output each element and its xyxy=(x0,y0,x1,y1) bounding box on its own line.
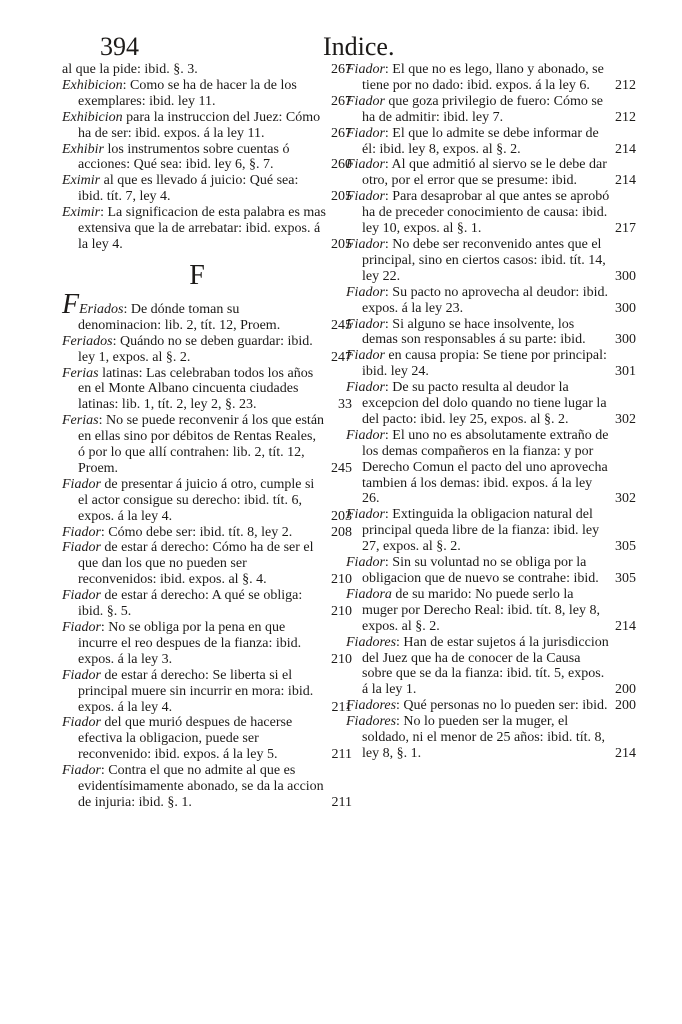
index-entry: Fiador: Extinguida la obligacion natural del principal queda libre de la fianza: ibid. ley 27, expos. al §. 2. 305 xyxy=(346,507,636,555)
index-entry: Fiador: No debe ser reconvenido antes que el principal, sino en ciertos casos: ibid. tít. 14, ley 22. 300 xyxy=(346,236,636,284)
index-entry: Exhibir los instrumentos sobre cuentas ó acciones: Qué sea: ibid. ley 6, §. 7. 260 xyxy=(62,141,352,173)
page-ref: 211 xyxy=(331,747,352,763)
index-entry: Fiador: No se obliga por la pena en que incurre el reo despues de la fianza: ibid. expos. á la ley 3. 210 xyxy=(62,620,352,667)
page-ref: 267 xyxy=(331,93,352,109)
index-entry: Fiador: Si alguno se hace insolvente, los demas son responsables á su parte: ibid. 300 xyxy=(346,316,636,348)
page-ref: 200 xyxy=(615,698,636,714)
index-entry: Ferias: No se puede reconvenir á los que están en ellas sino por débitos de Rentas Reales, ó por lo que allí contrahen: lib. 2, tít. 12, Proem. 245 xyxy=(62,413,352,476)
index-entry: Fiador: El que no es lego, llano y abonado, se tiene por no dado: ibid. expos. á la ley 6. 212 xyxy=(346,62,636,93)
index-entry: Fiadores: No lo pueden ser la muger, el soldado, ni el menor de 25 años: ibid. tít. 8, ley 8, §. 1. 214 xyxy=(346,714,636,761)
page-ref: 203 xyxy=(331,508,352,524)
page-ref: 212 xyxy=(615,77,636,93)
page-ref: 301 xyxy=(615,364,636,380)
index-entry: Fiadora de su marido: No puede serlo la muger por Derecho Real: ibid. tít. 8, ley 8, expos. al §. 2. 214 xyxy=(346,586,636,634)
index-entry: Fiador: Su pacto no aprovecha al deudor: ibid. expos. á la ley 23. 300 xyxy=(346,284,636,316)
page-ref: 305 xyxy=(615,539,636,555)
section-letter: F xyxy=(189,259,205,291)
page-ref: 211 xyxy=(331,699,352,715)
index-entry: Fiador de estar á derecho: A qué se obliga: ibid. §. 5. 210 xyxy=(62,588,352,620)
page-ref: 200 xyxy=(615,682,636,698)
page-ref: 210 xyxy=(331,604,352,620)
page-ref: 214 xyxy=(615,618,636,634)
index-entry: Fiador: El uno no es absolutamente extraño de los demas compañeros en la fianza: y por Derecho Comun el pacto del uno aprovecha tambien á los demas: ibid. expos. á la ley 26. 302 xyxy=(346,427,636,507)
page-ref: 211 xyxy=(331,794,352,810)
page-ref: 214 xyxy=(615,141,636,157)
index-entry: Fiador: Para desaprobar al que antes se aprobó ha de preceder conocimiento de causa: ibid. ley 10, expos. al §. 1. 217 xyxy=(346,189,636,237)
index-entry: Fiador del que murió despues de hacerse efectiva la obligacion, puede ser reconvenido: ibid. expos. á la ley 5. 211 xyxy=(62,715,352,763)
page-header xyxy=(0,30,682,66)
page-ref: 267 xyxy=(331,62,352,77)
index-entry: Fiador: El que lo admite se debe informar de él: ibid. ley 8, expos. al §. 2. 214 xyxy=(346,125,636,157)
page-ref: 245 xyxy=(331,317,352,333)
page-ref: 260 xyxy=(331,157,352,173)
index-entry: Fiadores: Han de estar sujetos á la jurisdiccion del Juez que ha de conocer de la Causa sobre que se da la fianza: ibid. tít. 5, expos. á la ley 1. 200 xyxy=(346,634,636,698)
index-entry: Fiador de estar á derecho: Cómo ha de ser el que dan los que no pueden ser reconvenidos: ibid. expos. al §. 4. 210 xyxy=(62,540,352,588)
page-ref: 300 xyxy=(615,300,636,316)
page-ref: 208 xyxy=(331,524,352,540)
index-entry: Fiador: Contra el que no admite al que es evidentísimamente abonado, se da la accion de injuria: ibid. §. 1. 211 xyxy=(62,763,352,810)
page-ref: 212 xyxy=(615,109,636,125)
page-ref: 217 xyxy=(615,221,636,237)
index-entry: Eximir: La significacion de esta palabra es mas extensiva que la de arrebatar: ibid. expos. á la ley 4. 205 xyxy=(62,205,352,252)
index-entry: FEriados: De dónde toman su denominacion: lib. 2, tít. 12, Proem. 245 xyxy=(62,288,352,333)
page-ref: 300 xyxy=(615,332,636,348)
index-entry: Fiador: Al que admitió al siervo se le debe dar otro, por el error que se presume: ibid. 214 xyxy=(346,157,636,189)
running-title: Indice. xyxy=(323,32,395,61)
index-entry: Fiador que goza privilegio de fuero: Cómo se ha de admitir: ibid. ley 7. 212 xyxy=(346,93,636,125)
page-ref: 214 xyxy=(615,745,636,761)
page-ref: 305 xyxy=(615,571,636,586)
page-ref: 245 xyxy=(331,460,352,476)
index-entry: Eximir al que es llevado á juicio: Qué sea: ibid. tít. 7, ley 4. 205 xyxy=(62,173,352,205)
index-entry: Fiador de presentar á juicio á otro, cumple si el actor consigue su derecho: ibid. tít. 6, expos. á la ley 4. 203 xyxy=(62,476,352,524)
index-entry: Feriados: Quándo no se deben guardar: ibid. ley 1, expos. al §. 2. 247 xyxy=(62,333,352,365)
page-ref: 247 xyxy=(331,349,352,365)
page-ref: 205 xyxy=(331,189,352,205)
index-entry: Ferias latinas: Las celebraban todos los años en el Monte Albano cincuenta ciudades latinas: lib. 1, tít. 2, ley 2, §. 23. 33 xyxy=(62,365,352,413)
index-entry: Fiadores: Qué personas no lo pueden ser: ibid. 200 xyxy=(346,698,636,714)
index-entry: Fiador de estar á derecho: Se liberta si el principal muere sin incurrir en mora: ibid. expos. á la ley 4. 211 xyxy=(62,667,352,715)
index-entry: Fiador en causa propia: Se tiene por principal: ibid. ley 24. 301 xyxy=(346,348,636,380)
page-ref: 33 xyxy=(338,397,352,413)
index-entry: Fiador: Cómo debe ser: ibid. tít. 8, ley 2. 208 xyxy=(62,524,352,540)
index-entry: Fiador: De su pacto resulta al deudor la excepcion del dolo quando no tiene lugar la del pacto: ibid. ley 25, expos. al §. 2. 302 xyxy=(346,380,636,427)
page-ref: 214 xyxy=(615,173,636,189)
drop-initial: F xyxy=(62,288,80,320)
index-entry: Exhibicion para la instruccion del Juez: Cómo ha de ser: ibid. expos. á la ley 11. 267 xyxy=(62,109,352,141)
right-column xyxy=(346,62,636,762)
page-ref: 267 xyxy=(331,125,352,141)
page-ref: 302 xyxy=(615,491,636,507)
page-ref: 300 xyxy=(615,268,636,284)
index-entry: al que la pide: ibid. §. 3. 267 xyxy=(62,62,352,77)
index-entry: Exhibicion: Como se ha de hacer la de los exemplares: ibid. ley 11. 267 xyxy=(62,77,352,109)
page-number: 394 xyxy=(100,32,139,61)
page-ref: 210 xyxy=(331,572,352,588)
page-ref: 210 xyxy=(331,651,352,667)
index-entry: Fiador: Sin su voluntad no se obliga por la obligacion que de nuevo se contrahe: ibid. 305 xyxy=(346,555,636,586)
left-column xyxy=(62,62,352,811)
page-ref: 302 xyxy=(615,411,636,427)
page-ref: 205 xyxy=(331,236,352,252)
